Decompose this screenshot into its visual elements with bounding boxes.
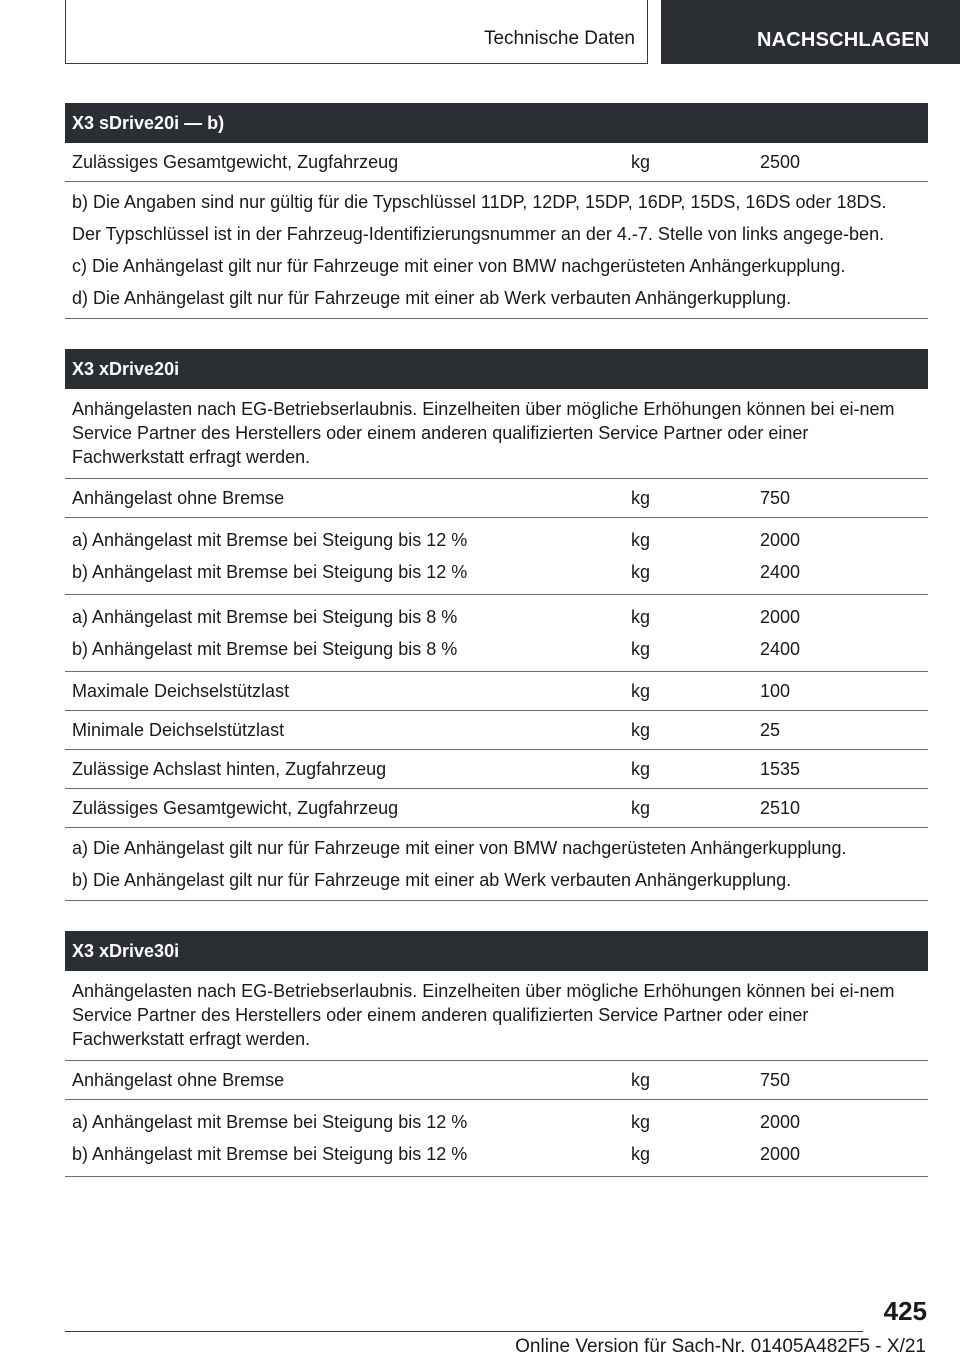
table-row <box>65 711 928 750</box>
footnote: b) Die Anhängelast gilt nur für Fahrzeuge mit einer ab Werk verbauten Anhängerkupplung. <box>72 870 792 890</box>
table-row <box>65 789 928 828</box>
footnotes <box>65 182 928 319</box>
footnotes <box>65 828 928 901</box>
row-label: a) Anhängelast mit Bremse bei Steigung bis 12 % <box>72 529 468 550</box>
row-label: Zulässige Achslast hinten, Zugfahrzeug <box>72 758 387 779</box>
row-value: 2000 <box>760 529 801 550</box>
table-row <box>65 1100 928 1177</box>
page-number: 425 <box>883 1296 927 1326</box>
row-unit: kg <box>631 719 651 740</box>
footnote: b) Die Angaben sind nur gültig für die Typschlüssel 11DP, 12DP, 15DP, 16DP, 15DS, 16DS oder 18DS. <box>72 192 887 212</box>
section-title: X3 sDrive20i — b) <box>65 103 928 143</box>
table-row <box>65 750 928 789</box>
row-unit: kg <box>631 680 651 701</box>
row-label: Zulässiges Gesamtgewicht, Zugfahrzeug <box>72 797 399 818</box>
table-row <box>65 672 928 711</box>
footnote: Der Typschlüssel ist in der Fahrzeug-Identifizierungsnummer an der 4.-7. Stelle von links angege-ben. <box>72 224 885 244</box>
row-value: 2400 <box>760 638 801 659</box>
footnote: d) Die Anhängelast gilt nur für Fahrzeuge mit einer ab Werk verbauten Anhängerkupplung. <box>72 288 792 308</box>
row-value: 2000 <box>760 1143 801 1164</box>
row-label: a) Anhängelast mit Bremse bei Steigung bis 12 % <box>72 1111 468 1132</box>
row-value: 100 <box>760 680 791 701</box>
row-unit: kg <box>631 1111 651 1132</box>
header-section-label: Technische Daten <box>483 28 635 49</box>
row-unit: kg <box>631 797 651 818</box>
row-label: Maximale Deichselstützlast <box>72 680 290 701</box>
row-unit: kg <box>631 1069 651 1090</box>
section-title: X3 xDrive30i <box>65 931 928 971</box>
section-x3-xdrive20i <box>65 349 928 901</box>
table-row <box>65 518 928 595</box>
header-section-box <box>65 0 648 64</box>
section-intro <box>65 389 928 479</box>
row-value: 25 <box>760 719 781 740</box>
intro-text: Anhängelasten nach EG-Betriebserlaubnis. Einzelheiten über mögliche Erhöhungen können bei ei-nem Service Partner des Herstellers oder einem anderen qualifizierten Service Partner oder einer Fachwerkstatt erfragt werden. <box>72 981 895 1049</box>
row-value: 2400 <box>760 561 801 582</box>
table-row <box>65 595 928 672</box>
row-label: b) Anhängelast mit Bremse bei Steigung bis 8 % <box>72 638 458 659</box>
row-unit: kg <box>631 487 651 508</box>
footer-text: Online Version für Sach-Nr. 01405A482F5 - X/21 <box>515 1336 926 1357</box>
section-x3-xdrive30i <box>65 931 928 1177</box>
footer-divider <box>65 1331 863 1332</box>
row-value: 2500 <box>760 151 801 172</box>
intro-text: Anhängelasten nach EG-Betriebserlaubnis. Einzelheiten über mögliche Erhöhungen können bei ei-nem Service Partner des Herstellers oder einem anderen qualifizierten Service Partner oder einer Fachwerkstatt erfragt werden. <box>72 399 895 467</box>
table-row <box>65 143 928 182</box>
footnote: a) Die Anhängelast gilt nur für Fahrzeuge mit einer von BMW nachgerüsteten Anhängerkupplung. <box>72 838 847 858</box>
row-value: 1535 <box>760 758 801 779</box>
header-nav-label: NACHSCHLAGEN <box>757 29 930 51</box>
row-unit: kg <box>631 638 651 659</box>
row-label: b) Anhängelast mit Bremse bei Steigung bis 12 % <box>72 1143 468 1164</box>
section-title: X3 xDrive20i <box>65 349 928 389</box>
footnote: c) Die Anhängelast gilt nur für Fahrzeuge mit einer von BMW nachgerüsteten Anhängerkupplung. <box>72 256 846 276</box>
row-unit: kg <box>631 1143 651 1164</box>
row-value: 750 <box>760 487 791 508</box>
row-label: b) Anhängelast mit Bremse bei Steigung bis 12 % <box>72 561 468 582</box>
row-unit: kg <box>631 529 651 550</box>
row-label: Minimale Deichselstützlast <box>72 719 285 740</box>
table-row <box>65 479 928 518</box>
row-value: 2000 <box>760 1111 801 1132</box>
row-unit: kg <box>631 758 651 779</box>
row-label: a) Anhängelast mit Bremse bei Steigung bis 8 % <box>72 606 458 627</box>
header-nav-tab[interactable] <box>661 0 960 64</box>
row-value: 2000 <box>760 606 801 627</box>
row-unit: kg <box>631 606 651 627</box>
section-intro <box>65 971 928 1061</box>
row-value: 2510 <box>760 797 801 818</box>
table-row <box>65 1061 928 1100</box>
row-label: Anhängelast ohne Bremse <box>72 487 285 508</box>
row-unit: kg <box>631 151 651 172</box>
row-label: Zulässiges Gesamtgewicht, Zugfahrzeug <box>72 151 399 172</box>
row-value: 750 <box>760 1069 791 1090</box>
row-unit: kg <box>631 561 651 582</box>
row-label: Anhängelast ohne Bremse <box>72 1069 285 1090</box>
section-x3-sdrive20i <box>65 103 928 319</box>
page-content <box>65 103 928 1207</box>
